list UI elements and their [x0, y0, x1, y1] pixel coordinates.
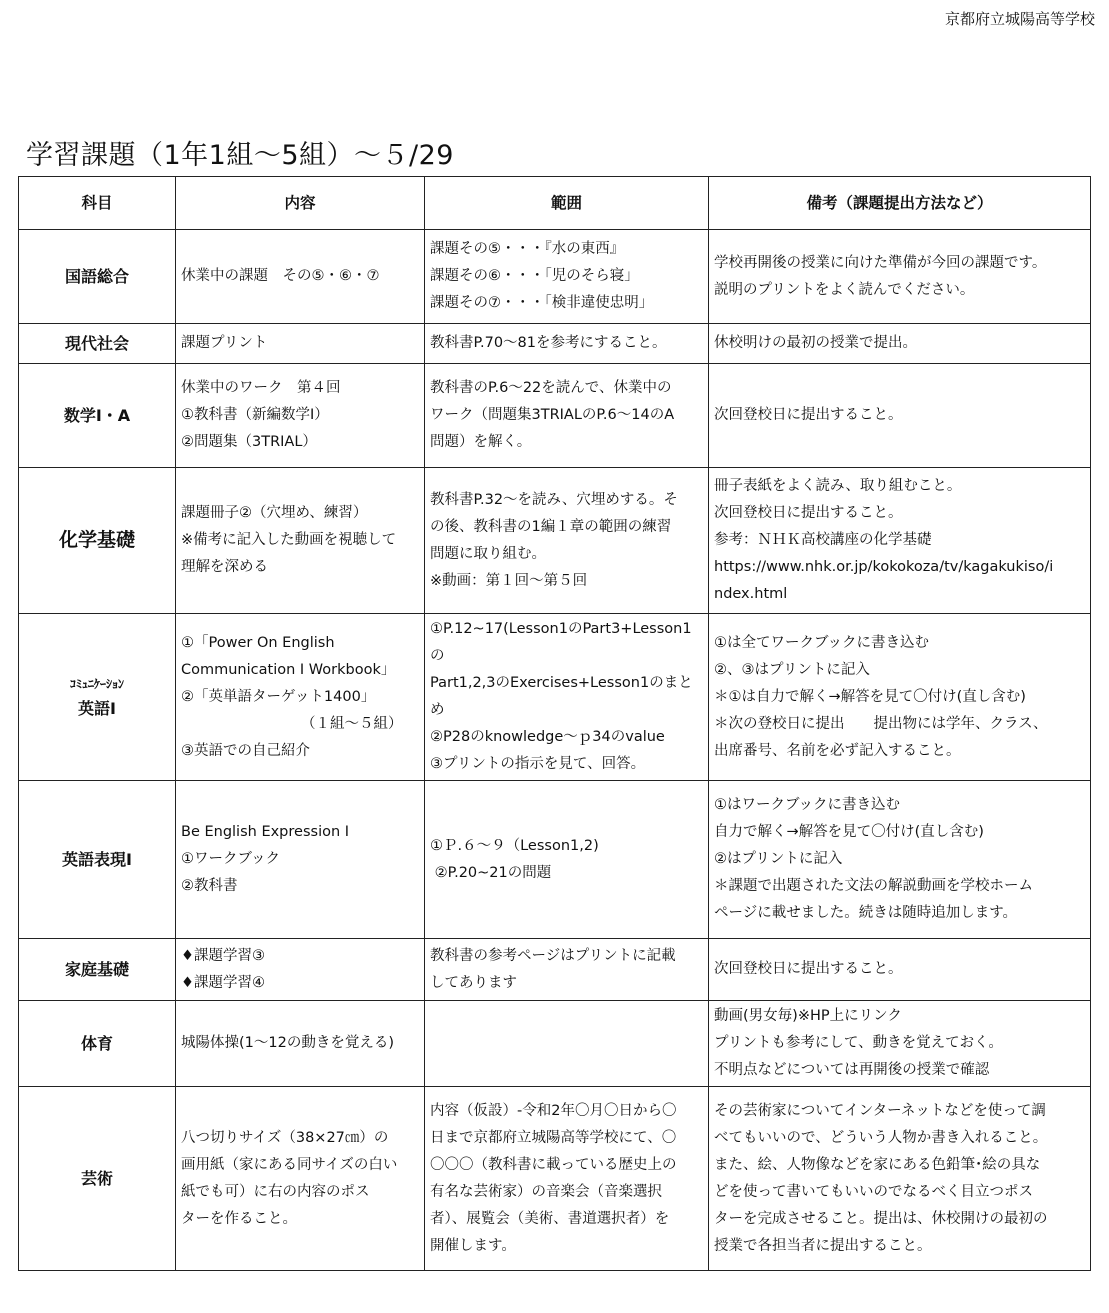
- subject-cell: [19, 939, 176, 1001]
- content-line: 休業中の課題 その⑤・⑥・⑦: [181, 268, 380, 284]
- subject-label: 数学Ⅰ・A: [63, 406, 131, 425]
- range-cell: [425, 324, 709, 364]
- range-line: 課題その⑤・・・『水の東西』: [430, 241, 625, 257]
- table-row: [19, 468, 1091, 614]
- table-row: [19, 364, 1091, 468]
- content-line: ターを作ること。: [181, 1210, 297, 1227]
- notes-line: ②はプリントに記入: [714, 851, 843, 867]
- table-header-row: [19, 177, 1091, 230]
- column-header-range: 範囲: [425, 177, 709, 230]
- range-line: ワーク（問題集3TRIALのP.6～14のA: [430, 407, 675, 423]
- content-cell: [176, 939, 425, 1001]
- notes-cell: [709, 324, 1091, 364]
- content-line: 理解を深める: [181, 559, 268, 575]
- column-header-notes: 備考（課題提出方法など）: [709, 177, 1091, 230]
- school-name: 京都府立城陽高等学校: [944, 10, 1095, 28]
- column-header-subject: 科目: [19, 177, 176, 230]
- notes-line: 出席番号、名前を必ず記入すること。: [714, 742, 961, 759]
- content-line: ②教科書: [181, 878, 238, 894]
- content-line: 紙でも可）に右の内容のポス: [181, 1183, 370, 1200]
- content-line: ♦課題学習④: [181, 974, 265, 991]
- notes-line: ①は全てワークブックに書き込む: [714, 634, 929, 651]
- content-line: ③英語での自己紹介: [181, 742, 310, 759]
- content-line: ※備考に記入した動画を視聴して: [181, 532, 397, 548]
- notes-cell: [709, 364, 1091, 468]
- range-line: 教科書P.32～を読み、穴埋めする。そ: [430, 491, 678, 508]
- notes-line: 次回登校日に提出すること。: [714, 505, 903, 521]
- content-cell: [176, 781, 425, 939]
- range-line: ①P.12~17(Lesson1のPart3+Lesson1の: [430, 621, 692, 664]
- range-line: ③プリントの指示を見て、回答。: [430, 756, 646, 772]
- content-cell: [176, 364, 425, 468]
- notes-line: プリントも参考にして、動きを覚えておく。: [714, 1035, 1003, 1051]
- range-line: してあります: [430, 974, 517, 991]
- subject-label: 英語Ⅰ: [78, 698, 116, 718]
- content-cell: [176, 1087, 425, 1271]
- content-line: 課題冊子②（穴埋め、練習）: [181, 505, 368, 521]
- content-line: 課題プリント: [181, 335, 268, 351]
- notes-line: べてもいいので、どういう人物か書き入れること。: [714, 1129, 1048, 1146]
- subject-label: 芸術: [80, 1169, 113, 1188]
- notes-line: 説明のプリントをよく読んでください。: [714, 281, 975, 298]
- range-line: ①Ｐ.６～９（Lesson1,2): [430, 837, 599, 854]
- range-cell: [425, 781, 709, 939]
- table-row: [19, 1087, 1091, 1271]
- range-line: 者）、展覧会（美術、書道選択者）を: [430, 1210, 670, 1227]
- subject-cell: [19, 781, 176, 939]
- range-line: 有名な芸術家）の音楽会（音楽選択: [430, 1183, 662, 1200]
- range-cell: [425, 468, 709, 614]
- notes-url[interactable]: https://www.nhk.or.jp/kokokoza/tv/kagakukiso/i: [714, 559, 1054, 575]
- subject-label: 英語表現Ⅰ: [62, 850, 132, 869]
- subject-label-line1: ｺﾐｭﾆｹｰｼｮﾝ: [69, 676, 124, 691]
- notes-line: ①はワークブックに書き込む: [714, 797, 900, 813]
- range-line: ②P28のknowledge～ｐ34のvalue: [430, 729, 665, 745]
- notes-line: 休校明けの最初の授業で提出。: [714, 335, 917, 351]
- notes-line: ページに載せました。続きは随時追加します。: [714, 905, 1018, 921]
- content-line: 画用紙（家にある同サイズの白い: [181, 1156, 398, 1173]
- table-row: [19, 939, 1091, 1001]
- subject-label: 化学基礎: [58, 529, 135, 551]
- subject-cell: [19, 1087, 176, 1271]
- content-line: Be English Expression Ⅰ: [181, 824, 350, 840]
- range-line: 教科書の参考ページはプリントに記載: [430, 947, 676, 964]
- notes-line: 冊子表紙をよく読み、取り組むこと。: [714, 478, 962, 494]
- subject-label: 体育: [80, 1034, 113, 1053]
- content-line: ②「英単語ターゲット1400」: [181, 688, 376, 705]
- notes-line: ターを完成させること。提出は、休校開けの最初の: [714, 1210, 1048, 1227]
- range-line: 課題その⑦・・・「検非違使忠明」: [430, 295, 654, 311]
- range-line: 教科書のP.6～22を読んで、休業中の: [430, 380, 672, 396]
- notes-line: ＊①は自力で解く→解答を見て〇付け(直し含む): [714, 688, 1026, 705]
- notes-cell: [709, 614, 1091, 781]
- range-line: 開催します。: [430, 1237, 516, 1254]
- subject-cell: [19, 468, 176, 614]
- notes-line: 自力で解く→解答を見て〇付け(直し含む): [714, 824, 984, 840]
- content-line: ♦課題学習③: [181, 947, 265, 964]
- notes-cell: [709, 1001, 1091, 1087]
- content-cell: [176, 230, 425, 324]
- table-row: [19, 324, 1091, 364]
- notes-line: どを使って書いてもいいのでなるべく目立つポス: [714, 1183, 1033, 1200]
- subject-cell: [19, 230, 176, 324]
- notes-line: また、絵、人物像などを家にある色鉛筆･絵の具な: [714, 1156, 1041, 1173]
- notes-line: 次回登校日に提出すること。: [714, 961, 903, 977]
- subject-cell: [19, 614, 176, 781]
- content-line: Communication Ⅰ Workbook」: [181, 661, 396, 678]
- range-line: 課題その⑥・・・「児のそら寝」: [430, 268, 639, 284]
- table-row: [19, 1001, 1091, 1087]
- subject-label: 家庭基礎: [64, 960, 129, 979]
- column-header-content: 内容: [176, 177, 425, 230]
- range-line: 問題）を解く。: [430, 434, 532, 450]
- subject-cell: [19, 1001, 176, 1087]
- table-row: [19, 614, 1091, 781]
- subject-cell: [19, 364, 176, 468]
- notes-line: 不明点などについては再開後の授業で確認: [714, 1062, 990, 1078]
- content-line: ①教科書（新編数学Ⅰ）: [181, 407, 329, 423]
- notes-cell: [709, 468, 1091, 614]
- content-cell: [176, 1001, 425, 1087]
- range-cell: [425, 364, 709, 468]
- notes-line: 次回登校日に提出すること。: [714, 407, 903, 423]
- notes-line: ＊課題で出題された文法の解説動画を学校ホーム: [714, 878, 1033, 894]
- subject-cell: [19, 324, 176, 364]
- notes-cell: [709, 939, 1091, 1001]
- content-line: 八つ切りサイズ（38×27㎝）の: [181, 1129, 389, 1146]
- notes-line: 参考：ＮＨＫ高校講座の化学基礎: [714, 532, 932, 548]
- range-line: ②P.20~21の問題: [430, 864, 552, 881]
- page-title: 学習課題（1年1組～5組）～５/29: [26, 140, 454, 171]
- notes-line: 学校再開後の授業に向けた準備が今回の課題です。: [714, 254, 1047, 271]
- content-cell: [176, 468, 425, 614]
- content-line: （１組～５組）: [301, 715, 403, 732]
- notes-line: ②、③はプリントに記入: [714, 661, 870, 678]
- range-line: 日まで京都府立城陽高等学校にて、〇: [430, 1129, 677, 1146]
- range-line: 〇〇〇（教科書に載っている歴史上の: [430, 1156, 677, 1173]
- range-cell: [425, 939, 709, 1001]
- range-line: Part1,2,3のExercises+Lesson1のまとめ: [430, 675, 693, 718]
- content-line: 城陽体操(1～12の動きを覚える): [181, 1035, 394, 1051]
- assignment-table: [18, 176, 1091, 1271]
- range-cell: [425, 614, 709, 781]
- notes-line: 授業で各担当者に提出すること。: [714, 1237, 932, 1254]
- content-line: ①「Power On English: [181, 634, 335, 651]
- range-cell: [425, 230, 709, 324]
- content-line: ②問題集（3TRIAL）: [181, 434, 317, 450]
- range-cell: [425, 1087, 709, 1271]
- content-cell: [176, 614, 425, 781]
- subject-label: 国語総合: [64, 267, 129, 286]
- notes-cell: [709, 230, 1091, 324]
- table-row: [19, 230, 1091, 324]
- content-cell: [176, 324, 425, 364]
- subject-label: 現代社会: [64, 334, 129, 353]
- range-line: の後、教科書の1編１章の範囲の練習: [430, 518, 672, 535]
- content-line: ①ワークブック: [181, 851, 280, 867]
- notes-line: その芸術家についてインターネットなどを使って調: [714, 1102, 1046, 1119]
- range-line: 問題に取り組む。: [430, 545, 546, 562]
- notes-cell: [709, 781, 1091, 939]
- notes-line: 動画(男女毎)※HP上にリンク: [714, 1008, 902, 1024]
- range-line: 教科書P.70～81を参考にすること。: [430, 335, 667, 351]
- range-line: ※動画：第１回～第５回: [430, 572, 588, 589]
- range-cell: [425, 1001, 709, 1087]
- content-line: 休業中のワーク 第４回: [181, 380, 341, 396]
- notes-line: ＊次の登校日に提出 提出物には学年、クラス、: [714, 715, 1048, 732]
- notes-url[interactable]: ndex.html: [714, 586, 788, 602]
- table-row: [19, 781, 1091, 939]
- range-line: 内容（仮設）-令和2年〇月〇日から〇: [430, 1102, 677, 1119]
- notes-cell: [709, 1087, 1091, 1271]
